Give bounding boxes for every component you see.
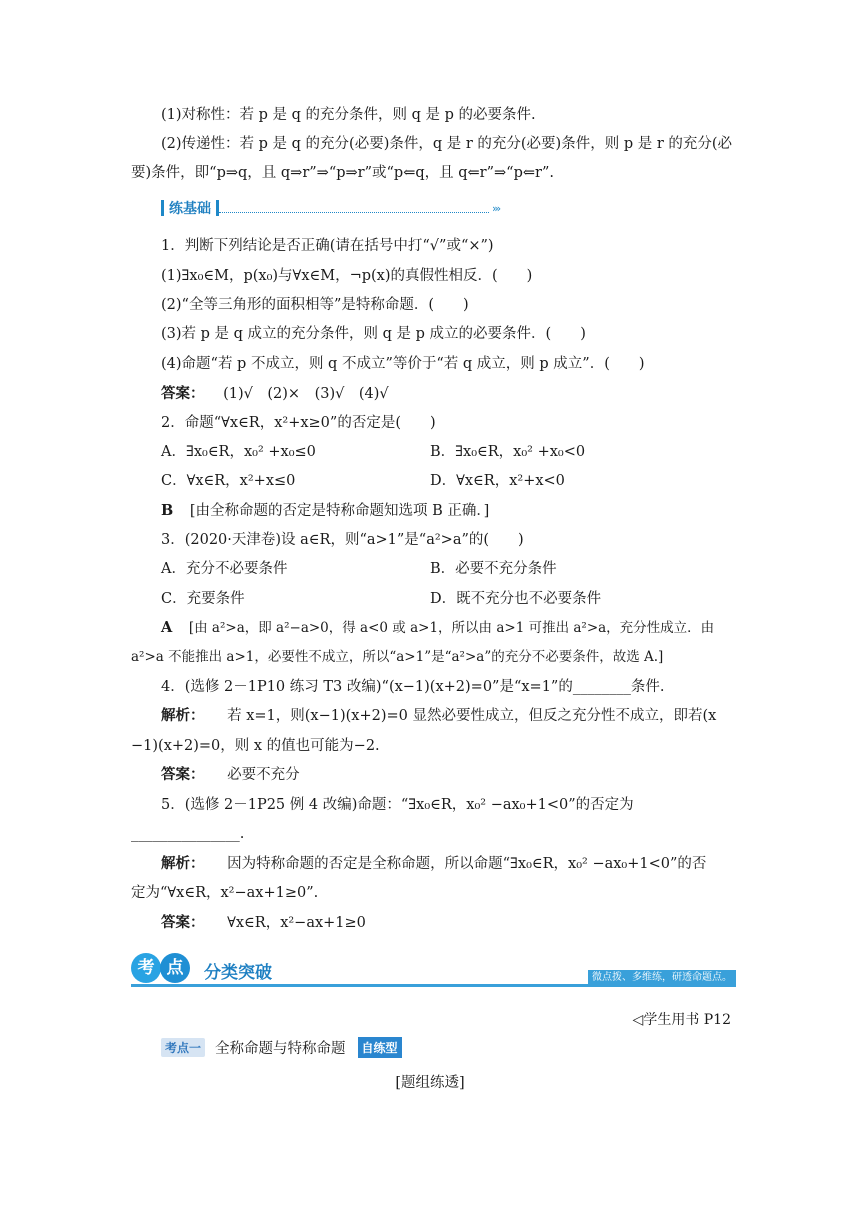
q3-explanation-2: a²>a 不能推出 a>1，必要性不成立，所以“a>1”是“a²>a”的充分不必要条件，故选 A.] <box>131 649 664 665</box>
answer-label: 答案： <box>161 385 205 402</box>
q4-answer-row <box>161 765 761 785</box>
answer-label: 答案： <box>161 914 205 931</box>
q3-option-a: A．充分不必要条件 <box>161 561 288 577</box>
banner-title: 分类突破 <box>204 963 272 983</box>
section-label: 练基础 <box>169 201 211 217</box>
q3-explanation-1 <box>161 618 731 638</box>
q4-analysis-row <box>161 706 761 726</box>
intro-line-2: (2)传递性：若 p 是 q 的充分(必要)条件，q 是 r 的充分(必要)条件，则 p 是 r 的充分(必 <box>161 136 733 152</box>
kaodian-banner <box>131 953 736 991</box>
q1-answer: (1)√ (2)× (3)√ (4)√ <box>223 386 389 402</box>
q3-option-c: C．充要条件 <box>161 591 245 607</box>
kaodian-badge-1: 考 <box>131 953 161 983</box>
section-dotted-line <box>219 204 489 213</box>
q2-option-c: C．∀x∈R，x²+x≤0 <box>161 473 296 489</box>
group-practice-title: [题组练透] <box>395 1075 465 1091</box>
chevrons-right-icon: ››› <box>492 201 500 215</box>
kaodian-badge-2: 点 <box>160 953 190 983</box>
q1-item-3: (3)若 p 是 q 成立的充分条件，则 q 是 p 成立的必要条件．( ) <box>161 326 586 342</box>
q3-option-d: D．既不充分也不必要条件 <box>430 591 602 607</box>
section-tag-lian-jichu <box>161 199 499 217</box>
student-book-ref: ◁学生用书 P12 <box>632 1012 731 1028</box>
q5-analysis-1: 因为特称命题的否定是全称命题，所以命题“∃x₀∈R，x₀² −ax₀+1<0”的否 <box>227 856 707 872</box>
q3-explain-text-1: [由 a²>a，即 a²−a>0，得 a<0 或 a>1，所以由 a>1 可推出 a²>a，充分性成立．由 <box>188 620 715 636</box>
q1-item-2: (2)“全等三角形的面积相等”是特称命题．( ) <box>161 297 469 313</box>
q2-stem: 2．命题“∀x∈R，x²+x≥0”的否定是( ) <box>161 415 436 431</box>
q2-answer-key: B <box>161 502 174 519</box>
q1-stem: 1．判断下列结论是否正确(请在括号中打“√”或“×”) <box>161 238 494 254</box>
q4-analysis-2: −1)(x+2)=0，则 x 的值也可能为−2. <box>131 738 380 754</box>
q5-stem-1: 5．(选修 2－1P25 例 4 改编)命题：“∃x₀∈R，x₀² −ax₀+1<0”的否定为 <box>161 797 634 813</box>
intro-line-1: (1)对称性：若 p 是 q 的充分条件，则 q 是 p 的必要条件. <box>161 107 536 123</box>
kaodian-1-title: 全称命题与特称命题 <box>215 1041 346 1057</box>
q1-item-1: (1)∃x₀∈M，p(x₀)与∀x∈M，¬p(x)的真假性相反．( ) <box>161 268 533 284</box>
q4-stem: 4．(选修 2－1P10 练习 T3 改编)“(x−1)(x+2)=0”是“x=1”的________条件. <box>161 679 665 695</box>
q1-item-4: (4)命题“若 p 不成立，则 q 不成立”等价于“若 q 成立，则 p 成立”．( ) <box>161 356 645 372</box>
q5-answer: ∀x∈R，x²−ax+1≥0 <box>227 915 366 931</box>
answer-label: 答案： <box>161 766 205 783</box>
analysis-label: 解析： <box>161 855 205 872</box>
kaodian-1-label: 考点一 <box>161 1038 205 1057</box>
q2-option-d: D．∀x∈R，x²+x<0 <box>430 473 565 489</box>
kaodian-1-type-badge: 自练型 <box>358 1037 402 1058</box>
banner-note: 微点拨、多维练，研透命题点。 <box>588 970 736 986</box>
q2-explain-text: [由全称命题的否定是特称命题知选项 B 正确．] <box>189 503 490 519</box>
q3-stem: 3．(2020·天津卷)设 a∈R，则“a>1”是“a²>a”的( ) <box>161 532 524 548</box>
q4-analysis-1: 若 x=1，则(x−1)(x+2)=0 显然必要性成立，但反之充分性不成立，即若(x <box>227 708 717 724</box>
q2-explanation <box>161 501 761 521</box>
q5-analysis-row <box>161 854 761 874</box>
analysis-label: 解析： <box>161 707 205 724</box>
q4-answer: 必要不充分 <box>227 767 300 783</box>
q3-option-b: B．必要不充分条件 <box>430 561 557 577</box>
q3-answer-key: A <box>161 619 173 636</box>
q5-analysis-2: 定为“∀x∈R，x²−ax+1≥0”. <box>131 885 319 901</box>
q5-stem-2: _______________. <box>131 826 245 842</box>
q2-option-b: B．∃x₀∈R，x₀² +x₀<0 <box>430 444 586 460</box>
q2-option-a: A．∃x₀∈R，x₀² +x₀≤0 <box>161 444 316 460</box>
kaodian-1-heading <box>161 1037 402 1058</box>
q5-answer-row <box>161 913 761 933</box>
intro-line-3: 要)条件，即“p⇒q，且 q⇒r”⇒“p⇒r”或“p⇐q，且 q⇐r”⇒“p⇐r”. <box>131 165 554 181</box>
q1-answer-row <box>161 384 761 404</box>
